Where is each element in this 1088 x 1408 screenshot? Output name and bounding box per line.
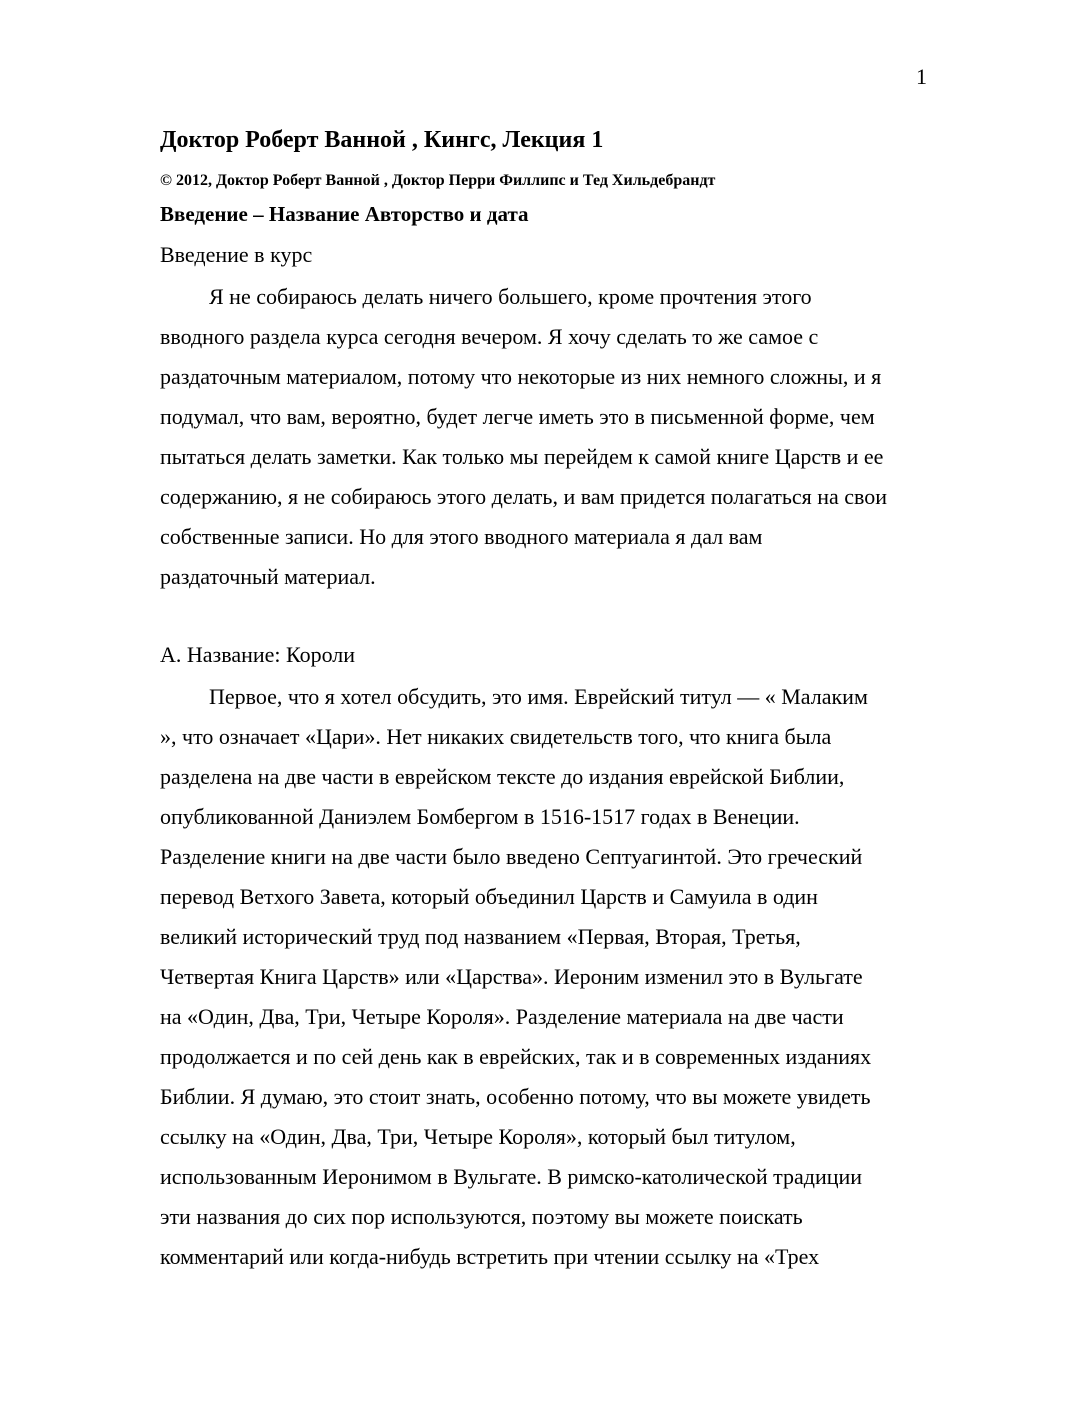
paragraph-line: на «Один, Два, Три, Четыре Короля». Разделение материала на две части <box>160 1004 844 1029</box>
page-number: 1 <box>916 64 927 89</box>
paragraph-line: продолжается и по сей день как в еврейских, так и в современных изданиях <box>160 1044 872 1069</box>
paragraph-line: Разделение книги на две части было введено Септуагинтой. Это греческий <box>160 844 863 869</box>
paragraph-line: Библии. Я думаю, это стоит знать, особенно потому, что вы можете увидеть <box>160 1084 871 1109</box>
page-title: Доктор Роберт Ванной , Кингс, Лекция 1 <box>160 127 604 153</box>
paragraph-line: перевод Ветхого Завета, который объединил Царств и Самуила в один <box>160 884 818 909</box>
paragraph-title <box>160 677 940 1277</box>
section-a-heading: А. Название: Короли <box>160 642 356 667</box>
paragraph-line: ссылку на «Один, Два, Три, Четыре Короля», который был титулом, <box>160 1124 796 1149</box>
intro-heading: Введение в курс <box>160 242 313 267</box>
paragraph-line: использованным Иеронимом в Вульгате. В римско-католической традиции <box>160 1164 863 1189</box>
paragraph-line: опубликованной Даниэлем Бомбергом в 1516-1517 годах в Венеции. <box>160 804 800 829</box>
paragraph-line: собственные записи. Но для этого вводного материала я дал вам <box>160 524 763 549</box>
paragraph-line: комментарий или когда-нибудь встретить при чтении ссылку на «Трех <box>160 1244 820 1269</box>
paragraph-line: Четвертая Книга Царств» или «Царства». Иероним изменил это в Вульгате <box>160 964 863 989</box>
paragraph-line: пытаться делать заметки. Как только мы перейдем к самой книге Царств и ее <box>160 444 884 469</box>
paragraph-line: Первое, что я хотел обсудить, это имя. Еврейский титул — « Малаким <box>209 684 868 709</box>
paragraph-line: раздаточный материал. <box>160 564 376 589</box>
paragraph-line: разделена на две части в еврейском тексте до издания еврейской Библии, <box>160 764 845 789</box>
paragraph-line: », что означает «Цари». Нет никаких свидетельств того, что книга была <box>160 724 832 749</box>
paragraph-line: содержанию, я не собираюсь этого делать, и вам придется полагаться на свои <box>160 484 888 509</box>
paragraph-line: эти названия до сих пор используются, поэтому вы можете поискать <box>160 1204 803 1229</box>
paragraph-line: Я не собираюсь делать ничего большего, кроме прочтения этого <box>209 284 812 309</box>
paragraph-line: вводного раздела курса сегодня вечером. Я хочу сделать то же самое с <box>160 324 819 349</box>
paragraph-line: раздаточным материалом, потому что некоторые из них немного сложны, и я <box>160 364 882 389</box>
paragraph-intro <box>160 277 940 597</box>
section-heading: Введение – Название Авторство и дата <box>160 202 529 226</box>
copyright-line: © 2012, Доктор Роберт Ванной , Доктор Перри Филлипс и Тед Хильдебрандт <box>160 172 716 189</box>
paragraph-line: великий исторический труд под названием «Первая, Вторая, Третья, <box>160 924 801 949</box>
paragraph-line: подумал, что вам, вероятно, будет легче иметь это в письменной форме, чем <box>160 404 875 429</box>
